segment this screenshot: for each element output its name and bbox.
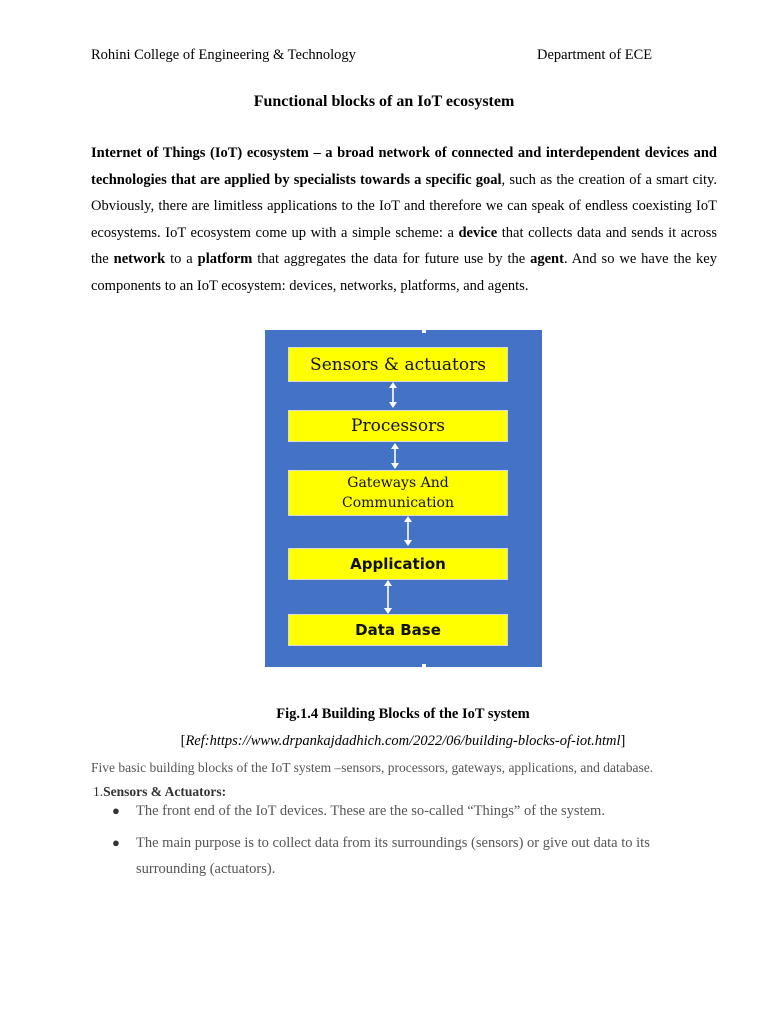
bullet-icon: ● xyxy=(112,803,120,818)
figure-reference xyxy=(0,733,768,750)
block-sensors-actuators: Sensors & actuators xyxy=(288,347,508,382)
diagram-bottom-tick xyxy=(422,664,426,668)
double-arrow-icon xyxy=(402,516,414,546)
intro-text-2: that collects data and sends it across the xyxy=(91,224,717,268)
ref-link: Ref:https://www.drpankajdadhich.com/2022/06/building-blocks-of-iot.html xyxy=(185,733,621,749)
list-item xyxy=(112,830,712,882)
bullet-list xyxy=(112,798,712,882)
bullet-icon: ● xyxy=(112,835,120,850)
intro-bold-network: network xyxy=(113,251,166,268)
intro-paragraph xyxy=(91,140,717,300)
bullet-text: The front end of the IoT devices. These are the so-called “Things” of the system. xyxy=(136,803,605,819)
block-processors: Processors xyxy=(288,410,508,442)
ref-open-bracket: [ xyxy=(180,733,186,749)
intro-text-4: that aggregates the data for future use by the xyxy=(252,251,531,268)
list-item xyxy=(112,798,712,824)
header-institution: Rohini College of Engineering & Technology xyxy=(91,47,356,63)
block-data-base: Data Base xyxy=(288,614,508,646)
figure-caption: Fig.1.4 Building Blocks of the IoT system xyxy=(276,706,530,722)
section-number: 1. xyxy=(93,784,104,799)
double-arrow-icon xyxy=(382,580,394,614)
page-title: Functional blocks of an IoT ecosystem xyxy=(253,93,515,110)
double-arrow-icon xyxy=(387,382,399,408)
section-title: Sensors & Actuators: xyxy=(103,784,227,799)
block-application: Application xyxy=(288,548,508,580)
intro-bold-agent: agent xyxy=(530,251,564,268)
iot-building-blocks-diagram xyxy=(265,330,542,667)
bullet-text: The main purpose is to collect data from its surroundings (sensors) or give out data to its surrounding (actuators). xyxy=(136,835,650,877)
intro-text-5: . And so we have the key components to an IoT ecosystem: devices, networks, platforms, and agents. xyxy=(91,251,717,294)
summary-text: Five basic building blocks of the IoT system –sensors, processors, gateways, applications, and database. xyxy=(91,760,654,775)
header-department: Department of ECE xyxy=(537,47,653,63)
intro-text-3: to a xyxy=(165,251,198,268)
intro-bold-definition: Internet of Things (IoT) ecosystem – a broad network of connected and interdependent devices and technologies that are applied by specialists towards a specific goal xyxy=(91,145,717,188)
intro-bold-device: device xyxy=(458,224,498,241)
intro-text-1: , such as the creation of a smart city. Obviously, there are limitless applications to the IoT and therefore we can speak of endless coexisting IoT ecosystems. IoT ecosystem come up with a simple scheme: a xyxy=(91,171,717,241)
diagram-top-tick xyxy=(422,329,426,333)
block-gateways-communication: Gateways And Communication xyxy=(288,470,508,516)
intro-bold-platform: platform xyxy=(197,251,253,268)
ref-close-bracket: ] xyxy=(620,733,626,749)
double-arrow-icon xyxy=(389,443,401,469)
